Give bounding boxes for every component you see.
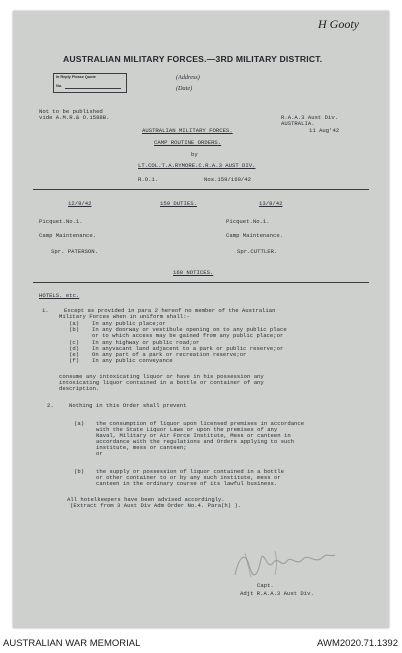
duties-title: 159 DUTIES.	[160, 200, 197, 207]
reply-quote-no-line	[65, 88, 121, 89]
letterhead-title: AUSTRALIAN MILITARY FORCES.—3RD MILITARY DISTRICT.	[63, 54, 323, 64]
para2a-line4: accordance with the regulations and Orders applying to such	[96, 438, 295, 445]
para2a-label: (a)	[74, 420, 85, 427]
extract-line: (Extract from 3 Aust Div Adm Order No.4. Para(h) ).	[70, 502, 242, 509]
para2a-line1: the consumption of liquor upon licensed premises in accordance	[96, 420, 305, 427]
reply-quote-label: In Reply Please Quote	[56, 75, 96, 79]
item-a-text: In any public place;or	[92, 320, 166, 327]
duty-maint-right: Camp Maintenance.	[226, 232, 284, 239]
item-a-label: (a)	[69, 320, 80, 327]
ro-label: R.O.1.	[138, 176, 159, 183]
para2-number: 2.	[47, 402, 54, 409]
heading-routine-orders: CAMP ROUTINE ORDERS.	[154, 139, 222, 146]
heading-by: by	[191, 151, 198, 158]
item-f-text: In any public conveyance	[92, 357, 173, 364]
unit-line1: R.A.A.3 Aust Div.	[281, 114, 339, 121]
notices-divider	[33, 282, 369, 283]
signature-rank: Capt.	[257, 582, 274, 589]
signature-scribble	[231, 545, 341, 581]
signature-title: Adjt R.A.A.3 Aust Div.	[240, 590, 314, 597]
para2a-line2: with the State Liquor Laws or upon the premises of any	[96, 426, 278, 433]
footer-accession: AWM2020.71.1392	[317, 638, 398, 649]
footer-institution: AUSTRALIAN WAR MEMORIAL	[3, 638, 141, 649]
para2a-line3: Naval, Military or Air Force Institute, Mess or canteen in	[96, 432, 291, 439]
consume-line3: description.	[59, 385, 100, 392]
reply-quote-no: No.	[56, 84, 63, 88]
item-f-label: (f)	[69, 357, 80, 364]
para2b-line2: or other container to or by any such institute, mess or	[96, 474, 281, 481]
item-d-text: In anyvacant land adjacent to a park or public reserve;or	[92, 345, 284, 352]
para1-line2: Military Forces when in uniform shall:-	[59, 313, 190, 320]
unit-line2: AUSTRALIA.	[281, 120, 315, 127]
notices-subhead: HOTELS. etc.	[39, 292, 80, 299]
para2-text: Nothing in this Order shall prevent	[69, 402, 187, 409]
para2b-label: (b)	[74, 468, 85, 475]
item-c-label: (c)	[69, 339, 80, 346]
item-c-text: In any highway or public road;or	[92, 339, 200, 346]
not-published-line1: Not to be published	[39, 108, 103, 115]
item-b-text: In any doorway or vestibule opening on to any public place	[92, 326, 287, 333]
heading-commander: LT.COL.T.A.RYMORE.C.R.A.3 AUST DIV.	[138, 162, 256, 169]
item-e-label: (e)	[69, 351, 80, 358]
duty-maint-left: Camp Maintenance.	[39, 232, 97, 239]
date-label: (Date)	[176, 85, 193, 92]
unit-date: 11 Aug'42	[309, 127, 340, 134]
header-divider	[33, 189, 369, 190]
heading-military-forces: AUSTRALIAN MILITARY FORCES.	[142, 127, 233, 134]
para1-number: 1.	[42, 307, 49, 314]
handwritten-annotation: H Gooty	[318, 17, 359, 31]
duty-person-left: Spr. PATERSON.	[51, 248, 98, 255]
duty-picquet-right: Picquet.No.1.	[226, 218, 270, 225]
notices-title: 160 NOTICES.	[173, 269, 214, 276]
address-label: (Address)	[176, 74, 200, 81]
ro-numbers: Nos.159/160/42	[204, 176, 251, 183]
item-b-label: (b)	[69, 326, 80, 333]
para2a-line5: institute, mess or canteen;	[96, 444, 187, 451]
duty-picquet-left: Picquet.No.1.	[39, 218, 83, 225]
consume-line1: consume any intoxicating liquor or have in his possession any	[59, 373, 264, 380]
duties-date-left: 12/8/42	[68, 200, 92, 207]
document-page	[13, 11, 389, 628]
para2b-line1: the supply or possession of liquor contained in a bottle	[96, 468, 284, 475]
duties-date-right: 13/8/42	[259, 200, 283, 207]
item-e-text: On any part of a park or recreation reserve;or	[92, 351, 247, 358]
para1-line1: Except as provided in para 2 hereof no member of the Australian	[64, 307, 276, 314]
consume-line2: intoxicating liquor contained in a bottle or container of any	[59, 379, 264, 386]
para2b-line3: canteen in the ordinary course of its lawful business.	[96, 480, 278, 487]
not-published-line2: vide A.M.R.& O.1588B.	[39, 114, 110, 121]
item-b-cont: or to which access may be gained from any public place;or	[92, 332, 284, 339]
duty-person-right: Spr.CUTTLER.	[237, 248, 278, 255]
para2a-or: or	[96, 450, 103, 457]
advised-line: All hotelkeepers have been advised accordingly.	[67, 496, 225, 503]
item-d-label: (d)	[69, 345, 80, 352]
